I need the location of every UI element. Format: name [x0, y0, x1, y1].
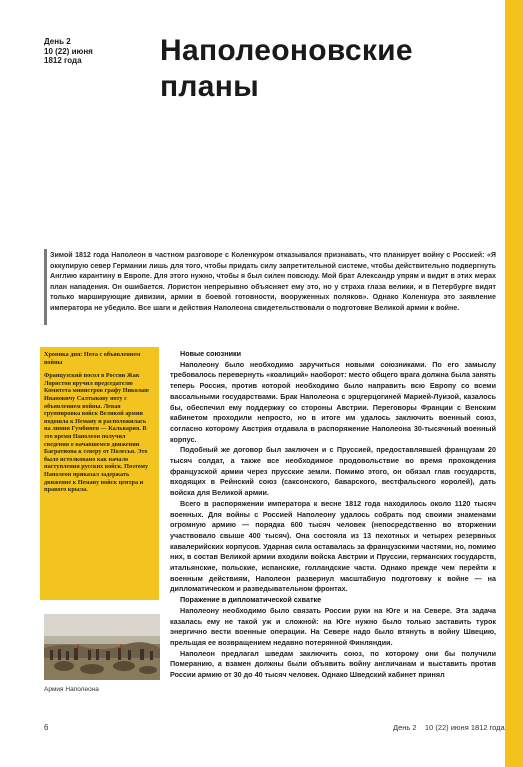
title-line-2: планы: [160, 70, 260, 103]
army-photo: [44, 614, 160, 680]
date-label: 10 (22) июня: [44, 46, 93, 56]
sidebar-title: Хроника дня: Нота с объявлением войны: [44, 351, 141, 366]
section-heading-new-allies: Новые союзники: [180, 349, 242, 358]
army-painting-image: [44, 614, 160, 680]
photo-caption: Армия Наполеона: [44, 686, 99, 693]
chronicle-sidebar: [40, 347, 159, 600]
section-heading-diplomacy: Поражение в дипломатической схватке: [180, 595, 322, 605]
article-paragraph: Наполеон предлагал шведам заключить союз, по которому они бы получили Померанию, а взамен должны были объявить войну англичанам и выставить против России армию от 30 до 40 тысяч человек. Однако Шведский кабинет принял: [170, 648, 496, 680]
running-footer: День 2 10 (22) июня 1812 года: [393, 723, 505, 732]
page-title: [160, 33, 480, 105]
sidebar-text: Французский посол в России Жак Лористон вручил председателю Комитета министров графу Николаю Ивановичу Салтыкову ноту с объявлением войны. Левая группировка войск Великой армии подошла к Неману и расположилась на линии Гумбинен — Кальвария. В это время Наполеон получил сведения о начавшемся движении Багратиона к северу от Полесья. Это было истолковано как начало наступления русских войск. Поэтому Наполеон приказал задержать движение к Неману войск центра и правого крыла.: [44, 372, 149, 494]
article-paragraph: Подобный же договор был заключен и с Пруссией, предоставлявшей французам 20 тысяч солдат, а также все необходимое продовольствие во время прохождения французской армии через прусские земли. Помимо этого, он обязал глав государств, входящих в Рейнский союз (саксонского, баварского, вестфальского королей), дать войска для Великой армии.: [170, 445, 496, 498]
article-paragraph: Наполеону было необходимо заручиться новыми союзниками. По его замыслу требовалось перевернуть «коалиций» наоборот: место общего врага должна была занять теперь Россия, против которой необходимо было направить всю Европу со всеми вассальными государствами. Брак Наполеона с эрцгерцогиней Марией-Луизой, казалось бы, обеспечил ему поддержку со стороны Австрии. Переговоры Франции с Венским кабинетом проходили непросто, но в итоге им удалось заключить военный союз, согласно которому Австрия отдавала в распоряжение Наполеона 30-тысячный военный корпус.: [170, 359, 496, 444]
article-paragraph: Всего в распоряжении императора к весне 1812 года находилось около 1120 тысяч военных. Для войны с Россией Наполеону удалось собрать под своими знаменами огромную армию — порядка 600 тысяч человек (непосредственно во вторжении участвовало свыше 400 тысяч). Она состояла из 13 пехотных и четырех резервных кавалерийских корпусов. Ударная сила оставалась за французскими частями, но, помимо них, в состав Великой армии входили войска Австрии и Пруссии, германских государств, итальянские, польские, испанские, голландские части. Однако прежде чем перейти к военным действиям, Наполеон развернул масштабную подготовку к войне — на дипломатическом и разведывательном фронтах.: [170, 498, 496, 594]
day-label: День 2: [44, 37, 71, 46]
accent-band: [505, 0, 523, 767]
main-article: [170, 349, 496, 681]
intro-text: Зимой 1812 года Наполеон в частном разговоре с Коленкуром отказывался признавать, что планирует войну с Россией: «Я оккупирую север Германии лишь для того, чтобы придать силу запретительной системе, чтобы действительно подвергнуть Англию карантину в Европе. Для этого нужно, чтобы я был силен повсюду. Мой брат Александр упрям и видит в этих мерах план нападения. Он ошибается. Лористон непрерывно объясняет ему это, но у страха глаза велики, и в Петербурге видят только марширующие дивизии, армии в боевой готовности, вооруженных поляков». Однако Коленкура это заявление императора не убедило. Все шаги и действия Наполеона свидетельствовали о подготовке Великой армии к войне.: [50, 251, 496, 312]
page-number: 6: [44, 723, 49, 732]
title-line-1: Наполеоновские: [160, 34, 413, 67]
year-label: 1812 года: [44, 56, 82, 65]
date-heading: [44, 37, 124, 66]
intro-paragraph: [44, 250, 496, 313]
article-paragraph: Наполеону необходимо было связать России руки на Юге и на Севере. Эта задача казалась ему не такой уж и сложной: на Юге нужно было только заставить турок энергично вести военные операции. На Севере надо было втянуть в войну Швецию, прельщая ее возвращением недавно потерянной Финляндии.: [170, 605, 496, 647]
